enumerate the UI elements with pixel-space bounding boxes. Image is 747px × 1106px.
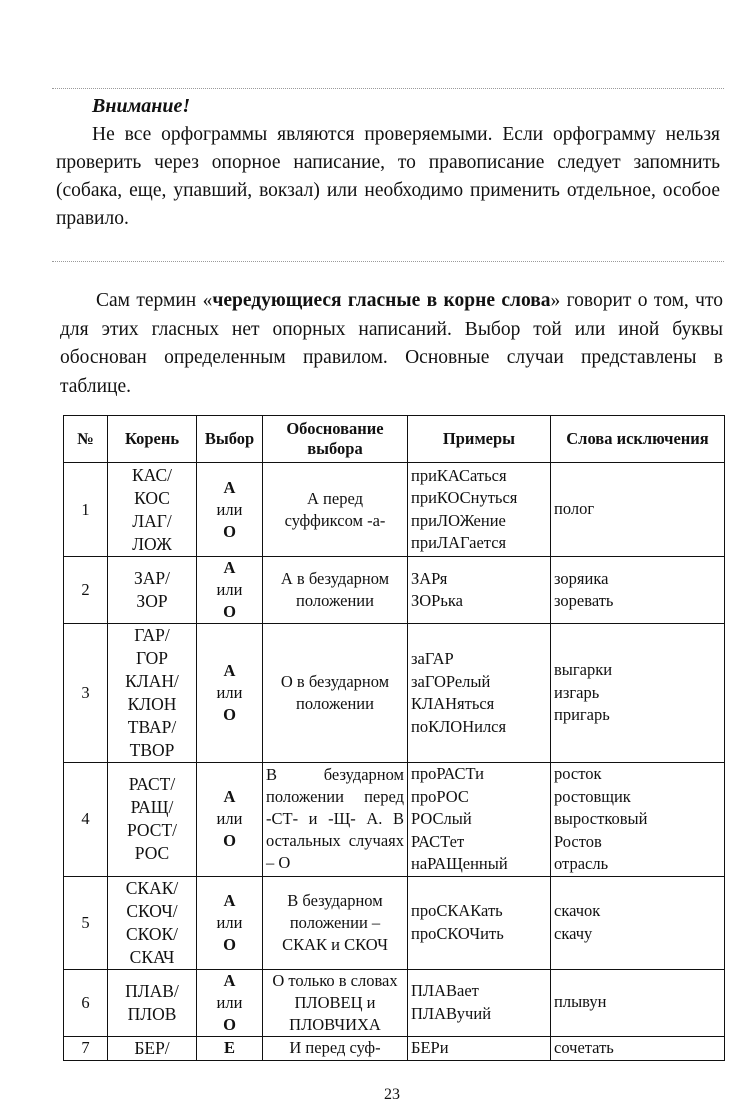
table-row xyxy=(64,624,725,763)
header-num: № xyxy=(64,416,108,463)
table-row xyxy=(64,1036,725,1060)
root-cell xyxy=(108,557,197,624)
choice-letter: О xyxy=(223,831,236,851)
example-word: ПЛАВучий xyxy=(411,1003,492,1023)
table-row xyxy=(64,763,725,877)
row-number: 3 xyxy=(64,624,108,763)
choice-cell xyxy=(197,624,263,763)
header-choice: Выбор xyxy=(197,416,263,463)
examples-cell xyxy=(408,969,551,1036)
root-variant: СКОК/ xyxy=(125,923,179,944)
attention-text: Не все орфограммы являются проверяемыми. Если орфограмму нельзя проверить через опорное написание, то правописание следует запомнить (собака, еще, упавший, вокзал) или необходимо применить отдельное, особое правило. xyxy=(56,124,720,229)
root-variant: ПЛОВ xyxy=(127,1003,177,1024)
reason-cell: А в безударном положении xyxy=(263,557,408,624)
root-variant: ЛОЖ xyxy=(132,533,172,554)
root-variant: РОС xyxy=(134,843,170,864)
exception-word: выростковый xyxy=(554,809,648,828)
exception-word: выгарки xyxy=(554,660,613,680)
root-variant: КОС xyxy=(134,487,170,508)
exception-word: отрасль xyxy=(554,854,609,873)
choice-letter: А xyxy=(223,558,236,577)
intro-paragraph xyxy=(60,287,723,401)
exception-word: скачок xyxy=(554,901,601,920)
example-word: приКАСаться xyxy=(411,465,507,485)
reason-cell: А перед суффиксом -а- xyxy=(263,463,408,557)
or-word: или xyxy=(216,683,243,702)
choice-letter: О xyxy=(223,602,236,621)
choice-letter: Е xyxy=(223,1038,235,1057)
examples-cell xyxy=(408,463,551,557)
choice-cell xyxy=(197,763,263,877)
row-number: 6 xyxy=(64,969,108,1036)
examples-cell xyxy=(408,763,551,877)
choice-cell xyxy=(197,557,263,624)
example-word: РОСлый xyxy=(411,809,472,828)
reason-cell: О в безударном положении xyxy=(263,624,408,763)
table-header-row xyxy=(64,416,725,463)
or-word: или xyxy=(216,499,243,519)
root-cell xyxy=(108,463,197,557)
choice-letter: А xyxy=(223,890,236,910)
root-variant: ПЛАВ/ xyxy=(125,980,179,1001)
exception-word: полог xyxy=(554,499,595,519)
example-word: поКЛОНился xyxy=(411,716,507,736)
example-word: ПЛАВает xyxy=(411,981,479,1000)
exception-word: скачу xyxy=(554,923,593,943)
reason-cell: В безударном положении перед -СТ- и -Щ- А. В остальных случаях – О xyxy=(263,763,408,877)
choice-letter: А xyxy=(223,970,236,990)
root-variant: СКАК/ xyxy=(125,877,179,898)
header-root: Корень xyxy=(108,416,197,463)
table-row xyxy=(64,557,725,624)
or-word: или xyxy=(216,992,243,1012)
root-cell xyxy=(108,624,197,763)
choice-letter: А xyxy=(223,787,236,807)
exception-word: сочетать xyxy=(554,1037,614,1057)
root-variant: ТВОР xyxy=(129,740,175,760)
example-word: проРАСТи xyxy=(411,764,484,783)
root-variant: ГАР/ xyxy=(134,625,170,645)
example-word: приЛОЖение xyxy=(411,510,506,530)
root-variant: КАС/ xyxy=(132,464,172,485)
row-number: 2 xyxy=(64,557,108,624)
examples-cell xyxy=(408,876,551,969)
exception-word: росток xyxy=(554,764,602,783)
exceptions-cell xyxy=(551,463,725,557)
exceptions-cell xyxy=(551,624,725,763)
example-word: ЗАРя xyxy=(411,568,448,588)
root-variant: ЗОР xyxy=(136,591,168,611)
exceptions-cell xyxy=(551,763,725,877)
exception-word: Ростов xyxy=(554,831,602,851)
page-number: 23 xyxy=(384,1086,400,1103)
choice-cell xyxy=(197,969,263,1036)
attention-title: Внимание! xyxy=(92,95,191,117)
example-word: заГОРелый xyxy=(411,671,491,691)
exception-word: изгарь xyxy=(554,682,600,702)
exception-word: зоряика xyxy=(554,568,609,588)
root-variant: ГОР xyxy=(135,648,169,668)
exception-word: ростовщик xyxy=(554,786,631,806)
root-variant: БЕР/ xyxy=(134,1037,170,1058)
root-variant: КЛАН/ xyxy=(125,671,179,691)
row-number: 5 xyxy=(64,876,108,969)
root-variant: ЗАР/ xyxy=(134,568,170,588)
or-word: или xyxy=(216,580,243,599)
header-exceptions: Слова исключения xyxy=(551,416,725,463)
root-variant: ТВАР/ xyxy=(127,717,177,737)
example-word: РАСТет xyxy=(411,831,465,851)
root-cell xyxy=(108,763,197,877)
header-examples: Примеры xyxy=(408,416,551,463)
row-number: 7 xyxy=(64,1036,108,1060)
root-variant: СКОЧ/ xyxy=(126,900,178,921)
intro-term: чередующиеся гласные в корне слова xyxy=(212,290,551,311)
or-word: или xyxy=(216,809,243,829)
intro-suffix: » говорит о том, что для этих гласных нет опорных написаний. Выбор той или иной буквы обоснован определенным правилом. Основные случаи представлены в таблице. xyxy=(60,290,723,397)
reason-cell: И перед суф- xyxy=(263,1036,408,1060)
exception-word: зоревать xyxy=(554,591,614,610)
exception-word: плывун xyxy=(554,992,607,1012)
root-cell xyxy=(108,1036,197,1060)
example-word: проСКОЧить xyxy=(411,923,504,943)
root-variant: КЛОН xyxy=(127,694,177,714)
header-reason: Обоснование выбора xyxy=(263,416,408,463)
reason-cell: В безударном положении – СКАК и СКОЧ xyxy=(263,876,408,969)
choice-cell xyxy=(197,463,263,557)
example-word: приКОСнуться xyxy=(411,488,518,507)
root-cell xyxy=(108,876,197,969)
examples-cell xyxy=(408,557,551,624)
root-variant: РАСТ/ xyxy=(128,774,176,795)
table-row xyxy=(64,463,725,557)
root-variant: ЛАГ/ xyxy=(132,510,172,531)
choice-letter: А xyxy=(223,477,236,497)
or-word: или xyxy=(216,912,243,932)
reason-cell: О только в словах ПЛОВЕЦ и ПЛОВЧИХА xyxy=(263,969,408,1036)
root-variant: СКАЧ xyxy=(129,946,175,967)
examples-cell xyxy=(408,1036,551,1060)
exceptions-cell xyxy=(551,1036,725,1060)
example-word: ЗОРька xyxy=(411,591,463,610)
table-row xyxy=(64,969,725,1036)
exceptions-cell xyxy=(551,969,725,1036)
example-word: наРАЩенный xyxy=(411,854,508,873)
table-row xyxy=(64,876,725,969)
choice-letter: О xyxy=(223,934,236,954)
root-cell xyxy=(108,969,197,1036)
choice-letter: О xyxy=(223,1014,236,1034)
examples-cell xyxy=(408,624,551,763)
exceptions-cell xyxy=(551,876,725,969)
example-word: заГАР xyxy=(411,649,454,668)
choice-letter: О xyxy=(223,705,236,724)
choice-letter: А xyxy=(223,661,236,680)
exception-word: пригарь xyxy=(554,705,610,725)
example-word: проРОС xyxy=(411,786,469,806)
row-number: 1 xyxy=(64,463,108,557)
attention-box xyxy=(52,88,724,262)
choice-cell xyxy=(197,876,263,969)
root-variant: РАЩ/ xyxy=(130,797,174,818)
choice-cell xyxy=(197,1036,263,1060)
exceptions-cell xyxy=(551,557,725,624)
root-variant: РОСТ/ xyxy=(126,820,178,841)
intro-prefix: Сам термин « xyxy=(96,290,213,311)
choice-letter: О xyxy=(223,521,236,541)
example-word: приЛАГается xyxy=(411,533,507,552)
vowel-alternation-table xyxy=(63,415,725,1061)
example-word: БЕРи xyxy=(411,1037,449,1057)
example-word: проСКАКать xyxy=(411,901,503,920)
example-word: КЛАНяться xyxy=(411,694,495,713)
row-number: 4 xyxy=(64,763,108,877)
